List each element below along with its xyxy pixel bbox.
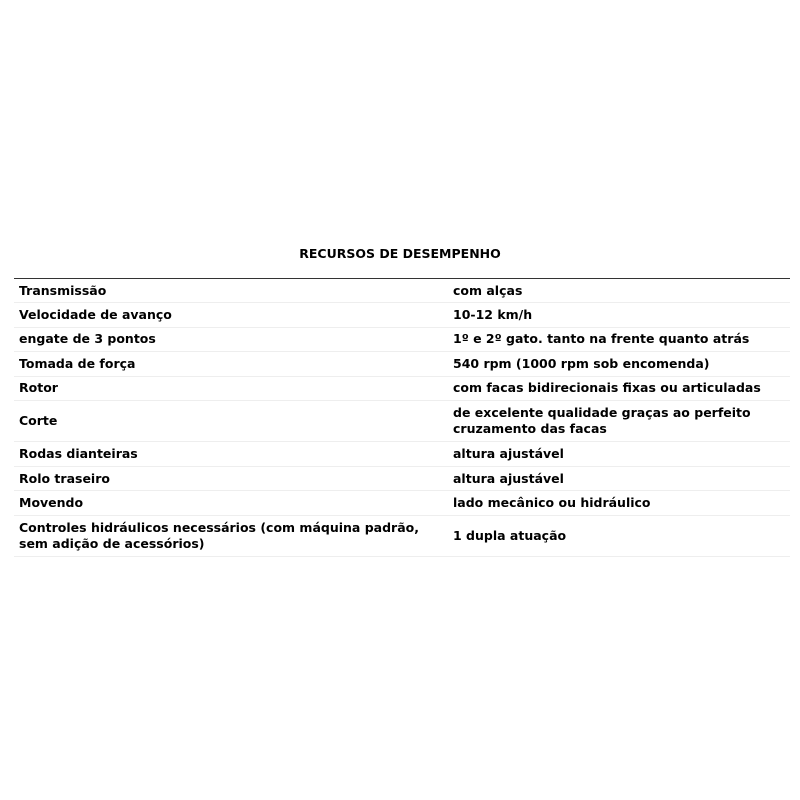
table-row [14, 279, 790, 303]
table-row [14, 401, 790, 443]
row-label: Rotor [19, 380, 58, 396]
row-value: lado mecânico ou hidráulico [453, 494, 651, 510]
row-label: Controles hidráulicos necessários (com máquina padrão, sem adição de acessórios) [19, 519, 419, 551]
row-value: com alças [453, 282, 523, 298]
row-value: 1º e 2º gato. tanto na frente quanto atrás [453, 331, 750, 347]
table-row [14, 491, 790, 515]
row-label: Transmissão [19, 282, 107, 298]
row-label: Velocidade de avanço [19, 307, 172, 323]
table-row [14, 328, 790, 352]
table-row [14, 516, 790, 558]
row-value: 10-12 km/h [453, 307, 533, 323]
row-label: Rolo traseiro [19, 470, 110, 486]
row-label: Corte [19, 413, 58, 429]
table-row [14, 303, 790, 327]
table-row [14, 442, 790, 466]
row-label: engate de 3 pontos [19, 331, 156, 347]
row-label: Movendo [19, 494, 84, 510]
row-value: de excelente qualidade graças ao perfeito cruzamento das facas [453, 405, 751, 437]
row-value: com facas bidirecionais fixas ou articuladas [453, 380, 761, 396]
row-label: Tomada de força [19, 355, 136, 371]
page-title: RECURSOS DE DESEMPENHO [299, 246, 501, 261]
row-value: altura ajustável [453, 470, 564, 486]
row-value: 540 rpm (1000 rpm sob encomenda) [453, 355, 710, 371]
row-value: 1 dupla atuação [453, 527, 567, 543]
spec-table [14, 278, 790, 557]
table-row [14, 352, 790, 376]
table-row [14, 377, 790, 401]
table-row [14, 467, 790, 491]
row-value: altura ajustável [453, 446, 564, 462]
row-label: Rodas dianteiras [19, 446, 138, 462]
